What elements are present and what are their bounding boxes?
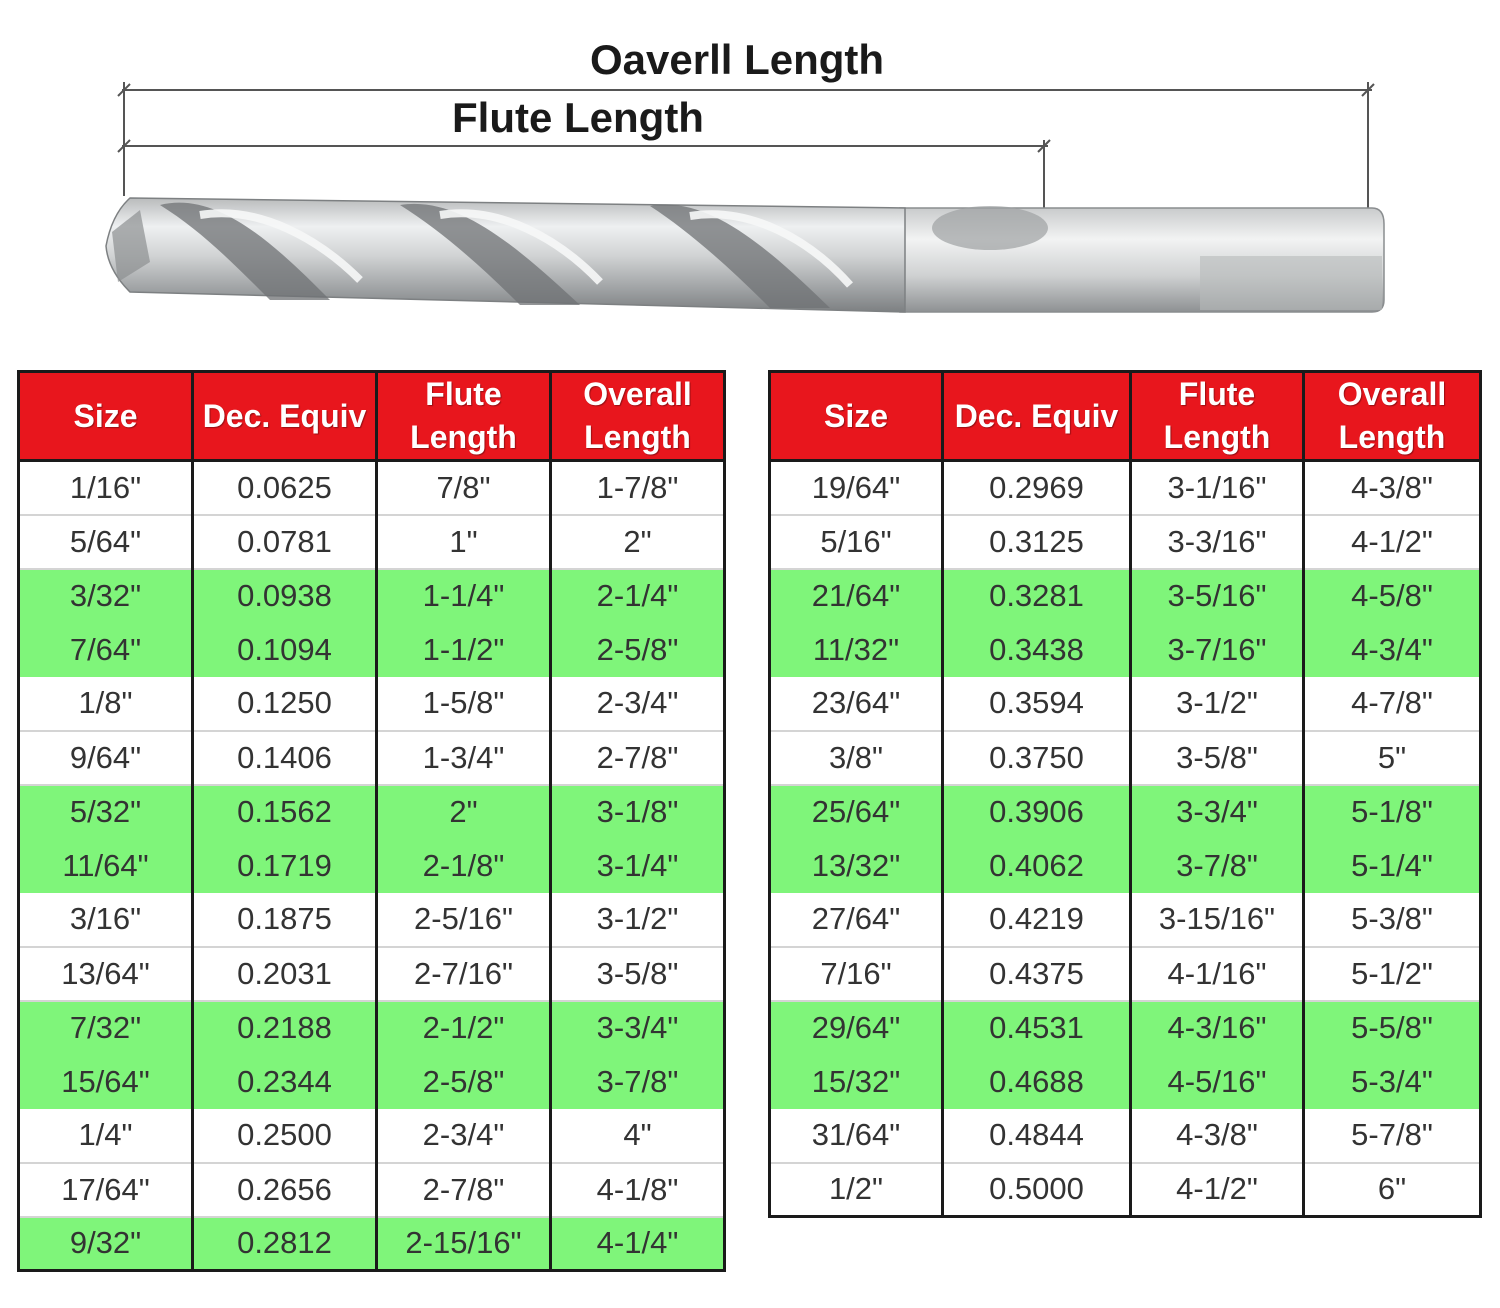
size-cell: 29/64" xyxy=(770,1001,943,1055)
flute-length-cell: 3-3/16" xyxy=(1131,515,1304,569)
drill-size-table-left xyxy=(17,370,726,1272)
dec-equiv-cell: 0.4062 xyxy=(943,839,1131,893)
flute-length-cell: 2" xyxy=(377,785,551,839)
table-header-row xyxy=(19,372,725,461)
table-row xyxy=(770,839,1481,893)
size-cell: 3/16" xyxy=(19,893,193,947)
flute-length-cell: 3-7/8" xyxy=(1131,839,1304,893)
overall-length-cell: 5-1/4" xyxy=(1304,839,1481,893)
size-cell: 1/16" xyxy=(19,461,193,515)
dec-equiv-cell: 0.1875 xyxy=(193,893,377,947)
flute-length-cell: 4-1/16" xyxy=(1131,947,1304,1001)
column-header-size: Size xyxy=(19,372,193,461)
size-cell: 3/8" xyxy=(770,731,943,785)
overall-length-cell: 2-3/4" xyxy=(551,677,725,731)
dec-equiv-cell: 0.3906 xyxy=(943,785,1131,839)
table-header-row xyxy=(770,372,1481,461)
table-row xyxy=(19,1055,725,1109)
column-header-overall-length: Overall Length xyxy=(551,372,725,461)
flute-length-cell: 2-1/2" xyxy=(377,1001,551,1055)
table-row xyxy=(19,893,725,947)
column-header-dec-equiv: Dec. Equiv xyxy=(943,372,1131,461)
table-row xyxy=(19,623,725,677)
table-row xyxy=(19,569,725,623)
flute-length-cell: 3-5/8" xyxy=(1131,731,1304,785)
table-row xyxy=(19,1001,725,1055)
flute-length-cell: 2-7/8" xyxy=(377,1163,551,1217)
size-cell: 7/16" xyxy=(770,947,943,1001)
table-row xyxy=(19,839,725,893)
overall-length-cell: 4-1/4" xyxy=(551,1217,725,1271)
overall-length-cell: 5-1/8" xyxy=(1304,785,1481,839)
table-row xyxy=(770,947,1481,1001)
size-cell: 5/16" xyxy=(770,515,943,569)
table-row xyxy=(770,731,1481,785)
dec-equiv-cell: 0.0625 xyxy=(193,461,377,515)
column-header-flute-length: Flute Length xyxy=(377,372,551,461)
table-row xyxy=(19,947,725,1001)
flute-length-cell: 2-3/4" xyxy=(377,1109,551,1163)
table-row xyxy=(19,677,725,731)
table-row xyxy=(19,1217,725,1271)
size-cell: 5/32" xyxy=(19,785,193,839)
overall-length-cell: 2" xyxy=(551,515,725,569)
flute-length-cell: 3-15/16" xyxy=(1131,893,1304,947)
size-cell: 23/64" xyxy=(770,677,943,731)
dec-equiv-cell: 0.4375 xyxy=(943,947,1131,1001)
drill-size-table-right xyxy=(768,370,1482,1218)
table-row xyxy=(19,731,725,785)
table-row xyxy=(770,1001,1481,1055)
dec-equiv-cell: 0.4688 xyxy=(943,1055,1131,1109)
overall-length-cell: 6" xyxy=(1304,1163,1481,1217)
flute-length-cell: 7/8" xyxy=(377,461,551,515)
size-cell: 11/32" xyxy=(770,623,943,677)
dec-equiv-cell: 0.0938 xyxy=(193,569,377,623)
dec-equiv-cell: 0.1562 xyxy=(193,785,377,839)
size-cell: 9/32" xyxy=(19,1217,193,1271)
size-cell: 15/32" xyxy=(770,1055,943,1109)
flute-length-cell: 3-1/16" xyxy=(1131,461,1304,515)
size-cell: 19/64" xyxy=(770,461,943,515)
size-cell: 15/64" xyxy=(19,1055,193,1109)
table-row xyxy=(770,623,1481,677)
flute-length-cell: 2-1/8" xyxy=(377,839,551,893)
size-cell: 11/64" xyxy=(19,839,193,893)
flute-length-cell: 3-3/4" xyxy=(1131,785,1304,839)
drill-shank xyxy=(900,206,1384,312)
dec-equiv-cell: 0.2656 xyxy=(193,1163,377,1217)
table-row xyxy=(19,1163,725,1217)
flute-length-cell: 4-3/16" xyxy=(1131,1001,1304,1055)
flute-length-cell: 4-3/8" xyxy=(1131,1109,1304,1163)
dec-equiv-cell: 0.1406 xyxy=(193,731,377,785)
table-row xyxy=(19,461,725,515)
flute-length-cell: 4-1/2" xyxy=(1131,1163,1304,1217)
overall-length-cell: 4-7/8" xyxy=(1304,677,1481,731)
dec-equiv-cell: 0.3125 xyxy=(943,515,1131,569)
dec-equiv-cell: 0.4844 xyxy=(943,1109,1131,1163)
table-row xyxy=(770,1055,1481,1109)
overall-length-cell: 5" xyxy=(1304,731,1481,785)
dec-equiv-cell: 0.2812 xyxy=(193,1217,377,1271)
dec-equiv-cell: 0.4531 xyxy=(943,1001,1131,1055)
flute-length-cell: 1" xyxy=(377,515,551,569)
size-cell: 27/64" xyxy=(770,893,943,947)
dec-equiv-cell: 0.2188 xyxy=(193,1001,377,1055)
dec-equiv-cell: 0.3594 xyxy=(943,677,1131,731)
table-row xyxy=(19,785,725,839)
size-cell: 13/32" xyxy=(770,839,943,893)
size-cell: 9/64" xyxy=(19,731,193,785)
overall-length-cell: 4-3/8" xyxy=(1304,461,1481,515)
size-cell: 25/64" xyxy=(770,785,943,839)
size-cell: 1/8" xyxy=(19,677,193,731)
column-header-overall-length: Overall Length xyxy=(1304,372,1481,461)
table-row xyxy=(19,1109,725,1163)
overall-length-cell: 3-3/4" xyxy=(551,1001,725,1055)
table-row xyxy=(770,461,1481,515)
drill-flutes xyxy=(106,198,905,312)
table-row xyxy=(770,515,1481,569)
dec-equiv-cell: 0.3438 xyxy=(943,623,1131,677)
table-row xyxy=(770,1163,1481,1217)
column-header-flute-length: Flute Length xyxy=(1131,372,1304,461)
overall-length-cell: 2-7/8" xyxy=(551,731,725,785)
size-cell: 3/32" xyxy=(19,569,193,623)
flute-length-cell: 3-7/16" xyxy=(1131,623,1304,677)
dec-equiv-cell: 0.5000 xyxy=(943,1163,1131,1217)
dec-equiv-cell: 0.1719 xyxy=(193,839,377,893)
size-cell: 21/64" xyxy=(770,569,943,623)
flute-length-cell: 2-5/8" xyxy=(377,1055,551,1109)
table-row xyxy=(770,785,1481,839)
dec-equiv-cell: 0.2969 xyxy=(943,461,1131,515)
overall-length-cell: 1-7/8" xyxy=(551,461,725,515)
column-header-size: Size xyxy=(770,372,943,461)
overall-length-cell: 5-1/2" xyxy=(1304,947,1481,1001)
size-cell: 7/64" xyxy=(19,623,193,677)
size-cell: 17/64" xyxy=(19,1163,193,1217)
dec-equiv-cell: 0.1250 xyxy=(193,677,377,731)
flute-length-cell: 2-7/16" xyxy=(377,947,551,1001)
overall-length-cell: 4-1/2" xyxy=(1304,515,1481,569)
size-cell: 1/4" xyxy=(19,1109,193,1163)
overall-length-cell: 3-1/8" xyxy=(551,785,725,839)
column-header-dec-equiv: Dec. Equiv xyxy=(193,372,377,461)
overall-length-cell: 2-5/8" xyxy=(551,623,725,677)
overall-length-cell: 3-5/8" xyxy=(551,947,725,1001)
overall-length-cell: 4" xyxy=(551,1109,725,1163)
size-cell: 7/32" xyxy=(19,1001,193,1055)
drill-bit-diagram xyxy=(0,0,1500,340)
dec-equiv-cell: 0.2031 xyxy=(193,947,377,1001)
size-cell: 13/64" xyxy=(19,947,193,1001)
flute-length-cell: 4-5/16" xyxy=(1131,1055,1304,1109)
flute-length-cell: 2-15/16" xyxy=(377,1217,551,1271)
overall-length-cell: 3-1/2" xyxy=(551,893,725,947)
table-row xyxy=(770,569,1481,623)
size-cell: 5/64" xyxy=(19,515,193,569)
size-cell: 1/2" xyxy=(770,1163,943,1217)
table-row xyxy=(770,1109,1481,1163)
overall-length-cell: 3-1/4" xyxy=(551,839,725,893)
overall-length-cell: 2-1/4" xyxy=(551,569,725,623)
flute-length-cell: 1-5/8" xyxy=(377,677,551,731)
dec-equiv-cell: 0.2344 xyxy=(193,1055,377,1109)
overall-length-cell: 5-3/4" xyxy=(1304,1055,1481,1109)
flute-length-cell: 1-1/4" xyxy=(377,569,551,623)
overall-length-label: Oaverll Length xyxy=(590,36,885,83)
flute-length-cell: 1-1/2" xyxy=(377,623,551,677)
dec-equiv-cell: 0.3281 xyxy=(943,569,1131,623)
dec-equiv-cell: 0.1094 xyxy=(193,623,377,677)
flute-length-cell: 3-1/2" xyxy=(1131,677,1304,731)
overall-length-cell: 5-7/8" xyxy=(1304,1109,1481,1163)
flute-length-cell: 1-3/4" xyxy=(377,731,551,785)
flute-length-cell: 3-5/16" xyxy=(1131,569,1304,623)
dec-equiv-cell: 0.4219 xyxy=(943,893,1131,947)
size-cell: 31/64" xyxy=(770,1109,943,1163)
flute-length-label: Flute Length xyxy=(452,94,704,141)
overall-length-cell: 5-5/8" xyxy=(1304,1001,1481,1055)
flute-length-cell: 2-5/16" xyxy=(377,893,551,947)
overall-length-cell: 4-1/8" xyxy=(551,1163,725,1217)
dec-equiv-cell: 0.0781 xyxy=(193,515,377,569)
overall-dimension-line xyxy=(118,82,1374,215)
overall-length-cell: 3-7/8" xyxy=(551,1055,725,1109)
overall-length-cell: 4-5/8" xyxy=(1304,569,1481,623)
overall-length-cell: 4-3/4" xyxy=(1304,623,1481,677)
dec-equiv-cell: 0.2500 xyxy=(193,1109,377,1163)
dec-equiv-cell: 0.3750 xyxy=(943,731,1131,785)
table-row xyxy=(19,515,725,569)
table-row xyxy=(770,677,1481,731)
table-row xyxy=(770,893,1481,947)
overall-length-cell: 5-3/8" xyxy=(1304,893,1481,947)
